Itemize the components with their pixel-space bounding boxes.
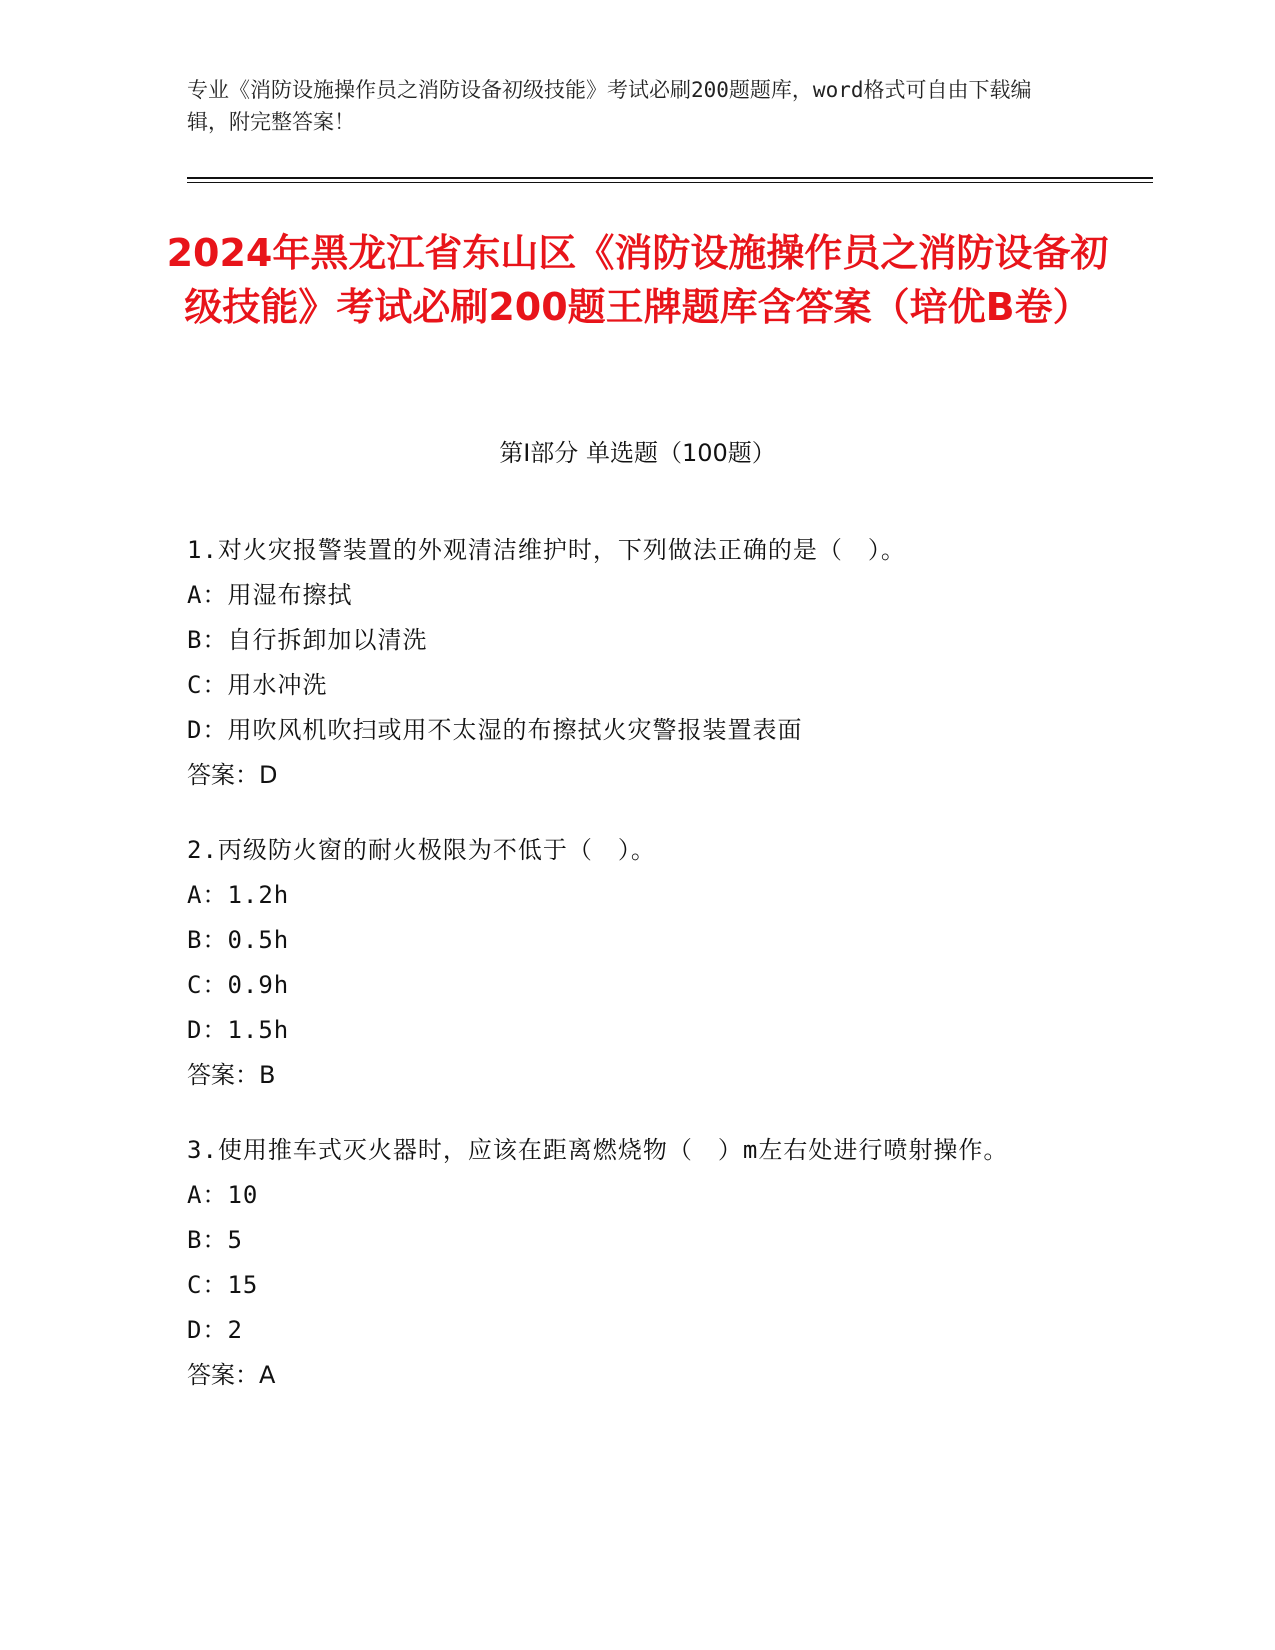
header-rule-thin [187, 182, 1153, 183]
header-note: 专业《消防设施操作员之消防设备初级技能》考试必刷200题题库，word格式可自由下载编辑，附完整答案！ [187, 78, 1032, 134]
option-b: B：自行拆卸加以清洗 [187, 626, 428, 654]
document-title: 2024年黑龙江省东山区《消防设施操作员之消防设备初级技能》考试必刷200题王牌题库含答案（培优B卷） [166, 231, 1109, 329]
option-c: C：用水冲洗 [187, 671, 328, 699]
question-1 [187, 528, 1087, 798]
option-c: C：15 [187, 1271, 259, 1299]
question-list [187, 528, 1087, 1428]
question-stem: 2.丙级防火窗的耐火极限为不低于（ ）。 [187, 836, 656, 864]
option-d: D：2 [187, 1316, 243, 1344]
option-a: A：1.2h [187, 881, 290, 909]
option-d: D：1.5h [187, 1016, 290, 1044]
section-title: 第I部分 单选题（100题） [499, 439, 776, 467]
question-3 [187, 1128, 1087, 1398]
header-rule-thick [187, 177, 1153, 179]
option-a: A：用湿布擦拭 [187, 581, 353, 609]
answer-line: 答案：D [187, 761, 278, 789]
question-2 [187, 828, 1087, 1098]
option-d: D：用吹风机吹扫或用不太湿的布擦拭火灾警报装置表面 [187, 716, 803, 744]
option-b: B：0.5h [187, 926, 290, 954]
answer-line: 答案：B [187, 1061, 276, 1089]
answer-line: 答案：A [187, 1361, 276, 1389]
question-stem: 1.对火灾报警装置的外观清洁维护时，下列做法正确的是（ ）。 [187, 536, 906, 564]
option-a: A：10 [187, 1181, 259, 1209]
question-stem: 3.使用推车式灭火器时，应该在距离燃烧物（ ）m左右处进行喷射操作。 [187, 1136, 1009, 1164]
option-c: C：0.9h [187, 971, 290, 999]
option-b: B：5 [187, 1226, 243, 1254]
